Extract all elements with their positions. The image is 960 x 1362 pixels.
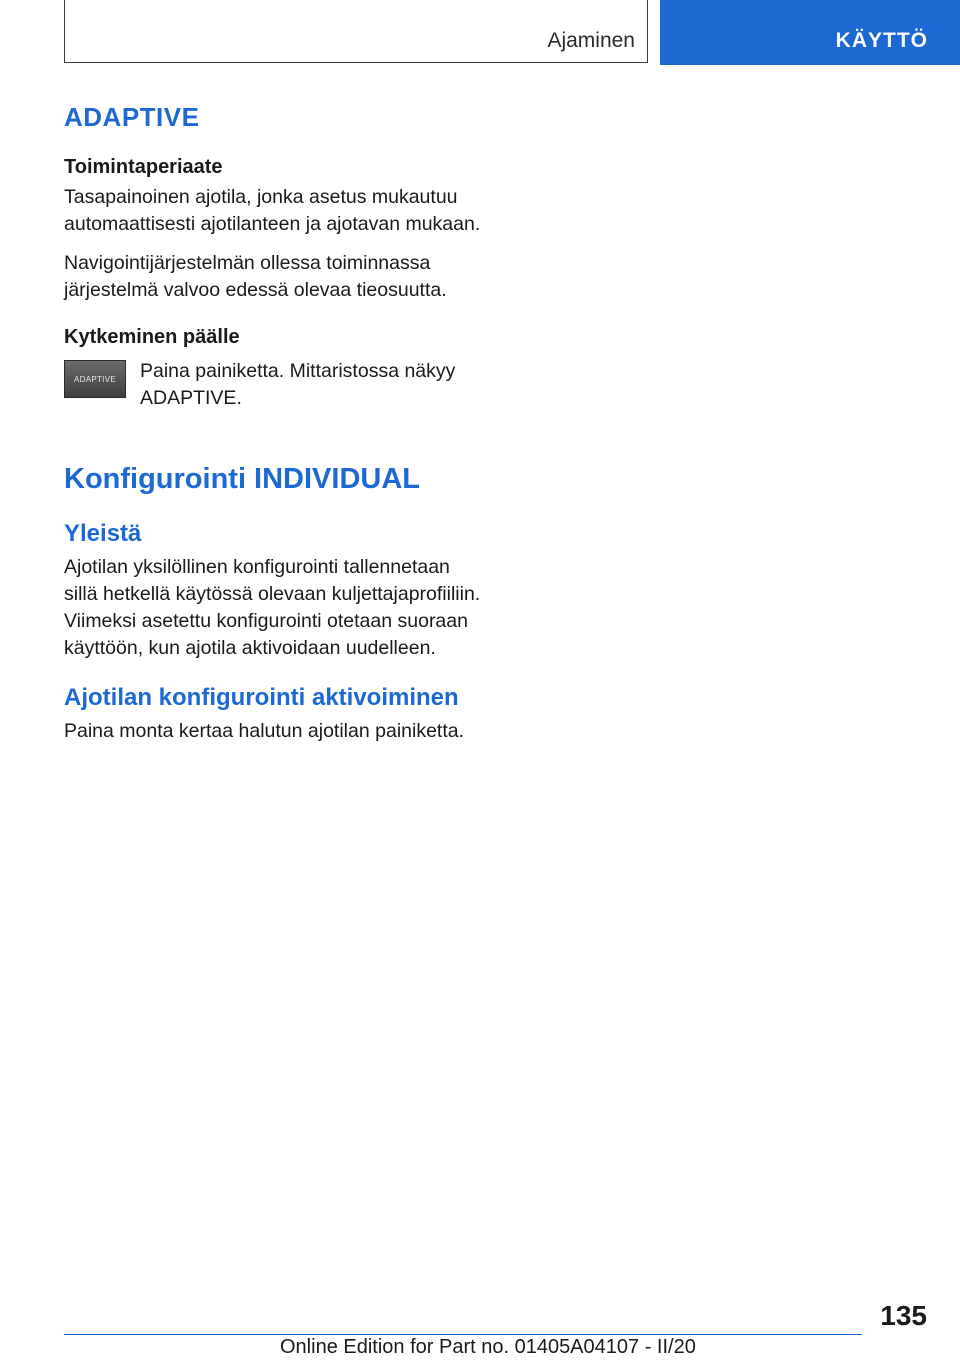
individual-heading: Konfigurointi INDIVIDUAL [64,463,421,495]
section-tab-label: KÄYTTÖ [835,29,928,52]
footer-divider [64,1334,862,1335]
header-chapter-box [64,0,648,63]
activate-text: Paina monta kertaa halutun ajotilan painiketta. [64,720,465,742]
adaptive-heading: ADAPTIVE [64,102,200,132]
general-heading: Yleistä [64,520,142,547]
switch-on-text: Paina painiketta. Mittaristossa näkyy ADAPTIVE. [140,360,456,409]
switch-on-row [64,358,484,424]
section-tab [660,0,960,65]
footer-edition: Online Edition for Part no. 01405A04107 - II/20 [280,1336,696,1358]
general-text: Ajotilan yksilöllinen konfigurointi tallennetaan sillä hetkellä käytössä olevaan kuljettajaprofiiliin. Viimeksi asetettu konfigurointi otetaan suoraan käyttöön, kun ajotila aktivoidaan uudelleen. [64,556,481,659]
page-number: 135 [880,1300,927,1331]
principle-heading: Toimintaperiaate [64,156,223,178]
principle-paragraph-2: Navigointijärjestelmän ollessa toiminnassa järjestelmä valvoo edessä olevaa tieosuutta. [64,252,447,301]
switch-on-heading: Kytkeminen päälle [64,326,240,348]
chapter-title: Ajaminen [547,29,635,52]
activate-heading: Ajotilan konfigurointi aktivoiminen [64,684,459,711]
main-content [64,100,484,757]
adaptive-button-image: ADAPTIVE [64,360,126,398]
principle-paragraph-1: Tasapainoinen ajotila, jonka asetus mukautuu automaattisesti ajotilanteen ja ajotavan mukaan. [64,186,481,235]
